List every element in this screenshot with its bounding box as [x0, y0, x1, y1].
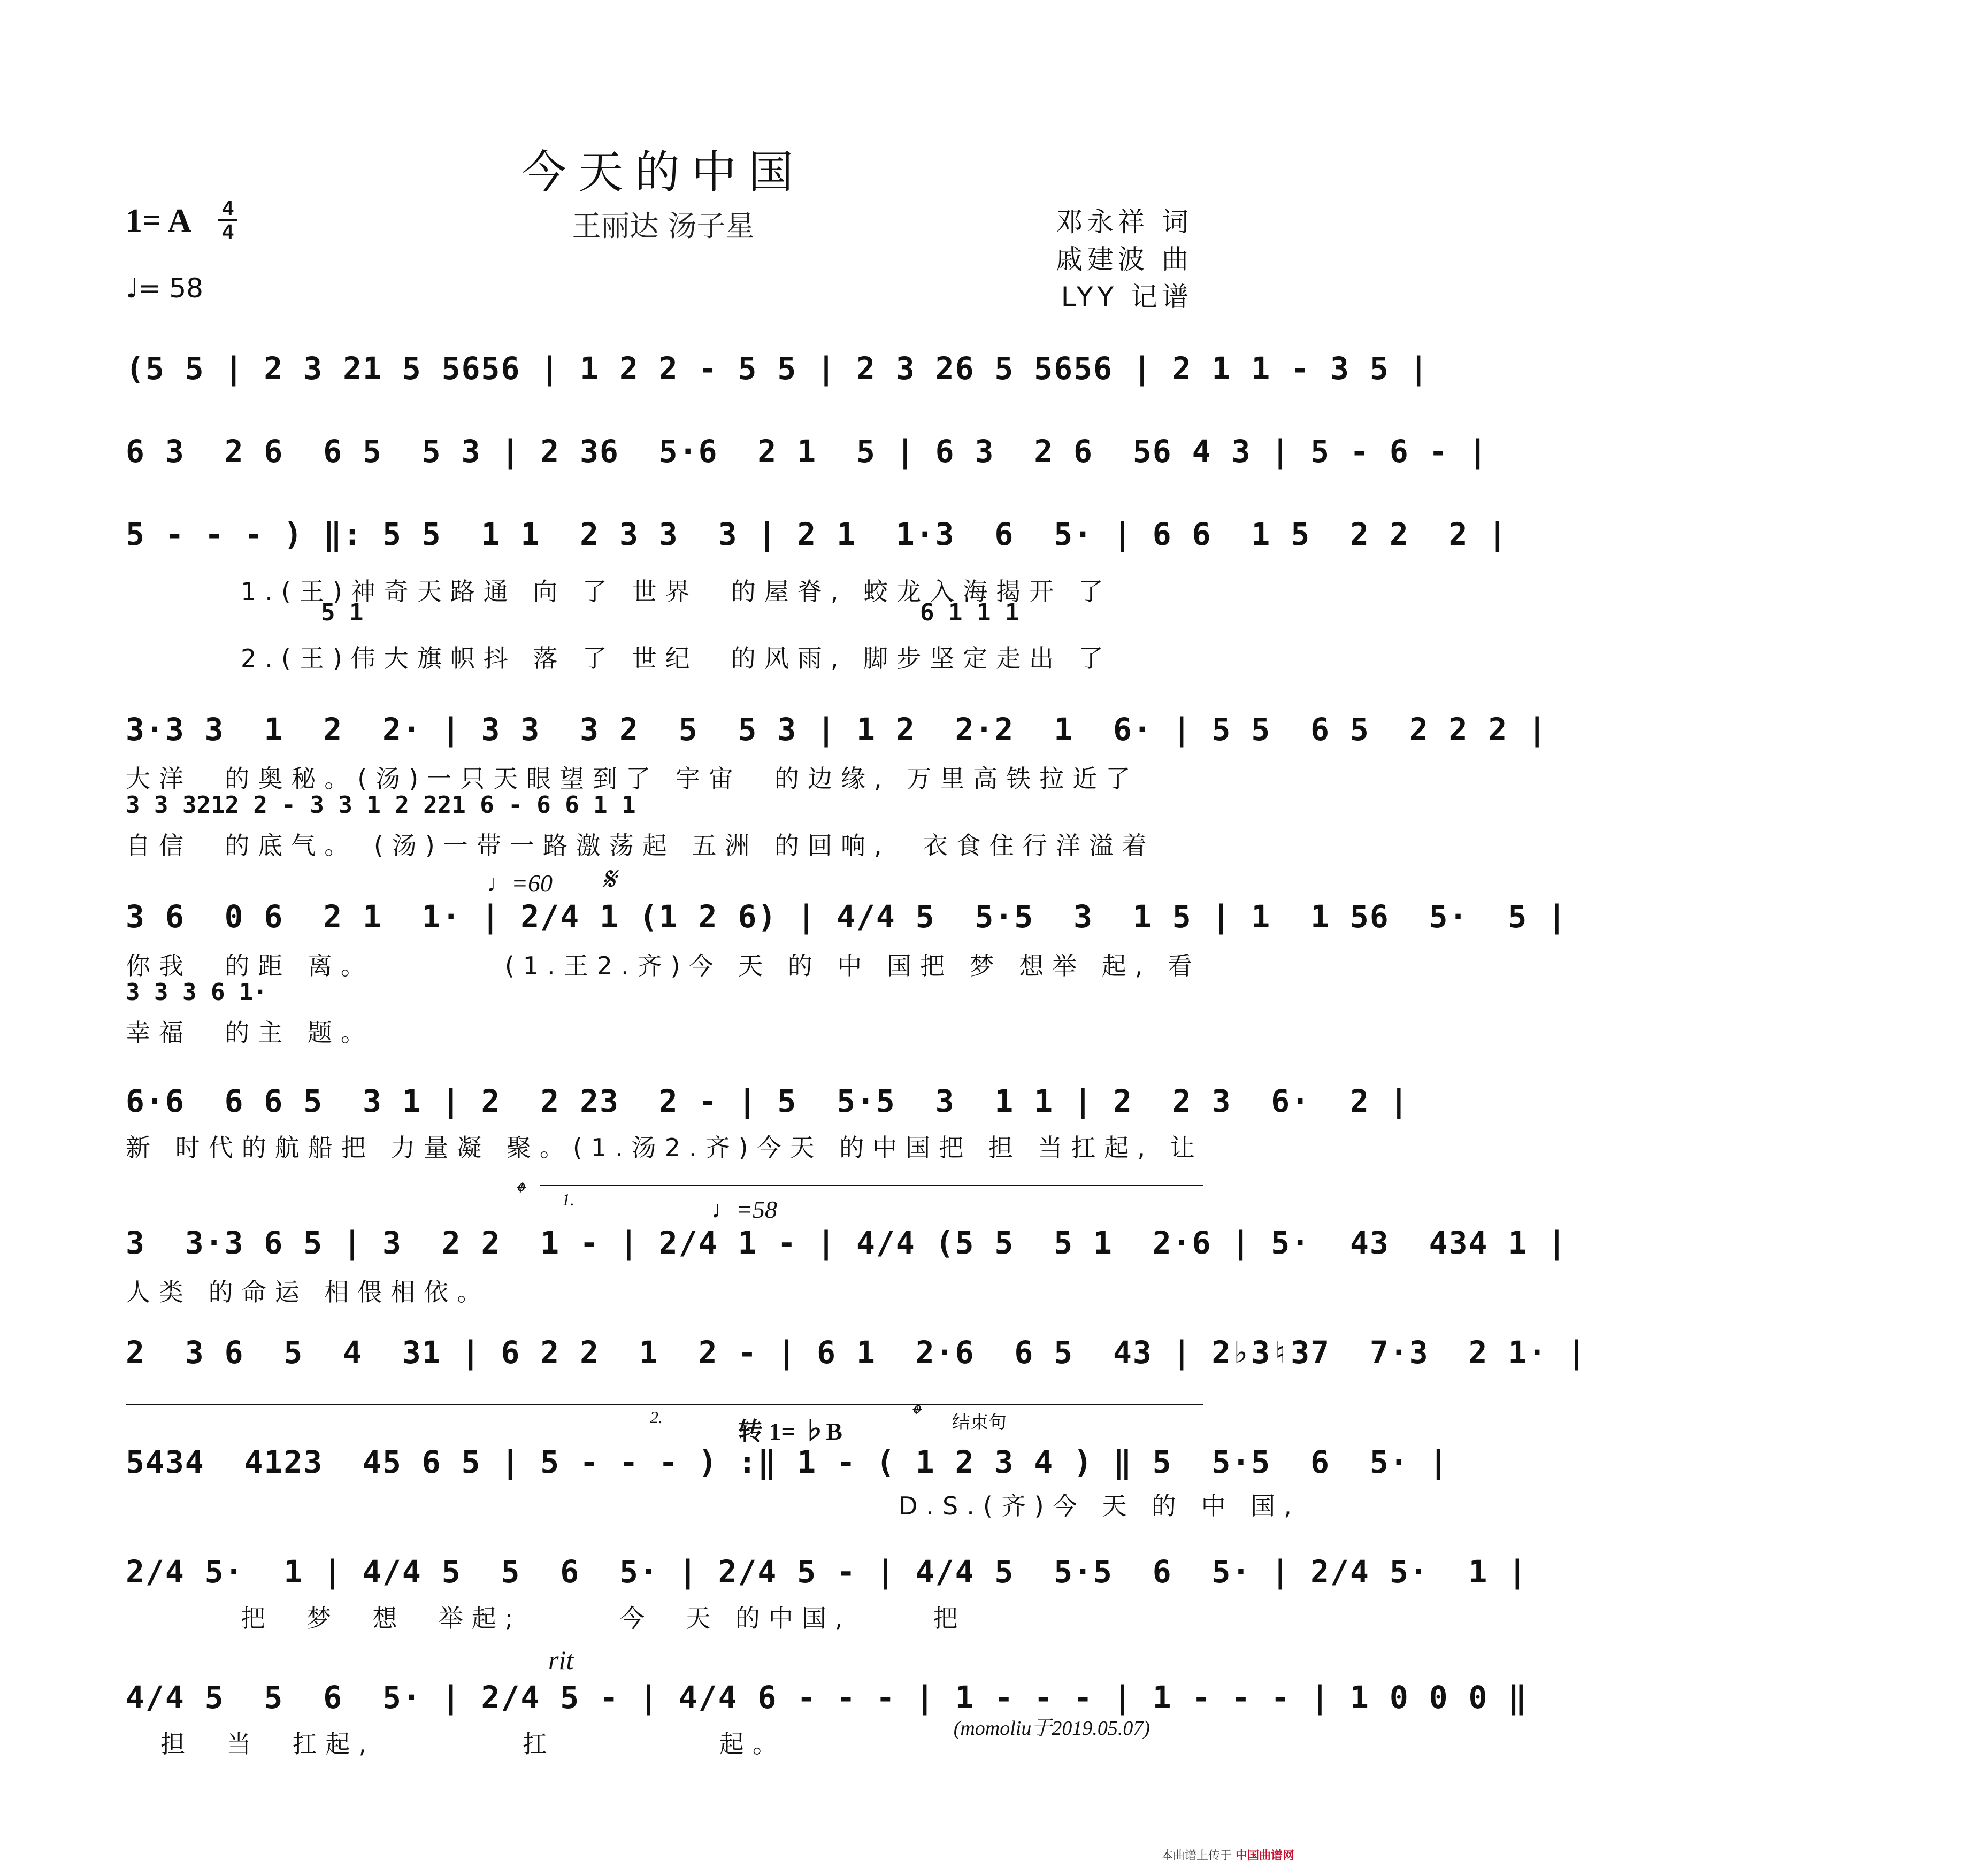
- key-signature: 1= A: [126, 203, 192, 239]
- rit-mark: rit: [548, 1645, 574, 1675]
- tempo-58-mark: ♩=58: [711, 1196, 778, 1223]
- alt-notes-3: 3 3 3212 2 - 3 3 1 2 221 6 - 6 6 1 1: [126, 791, 636, 819]
- tempo-marking: ♩= 58: [126, 273, 203, 304]
- time-signature: [218, 198, 237, 243]
- lyricist-credit: 邓永祥 词: [1056, 206, 1193, 237]
- notation-line-6: 6·6 6 6 5 3 1 | 2 2 23 2 - | 5 5·5 3 1 1 | 2 2 3 6· 2 |: [126, 1083, 1409, 1119]
- alt-notes-2: 6 1 1 1: [920, 599, 1019, 626]
- volta-1-bracket: [540, 1185, 1203, 1186]
- modulation-mark: 转 1= ♭B: [738, 1418, 842, 1445]
- lyrics-verse2-line2: 自信 的底气。 (汤)一带一路激荡起 五洲 的回响, 衣食住行洋溢着: [126, 831, 1155, 860]
- alt-notes-4: 3 3 3 6 1·: [126, 979, 267, 1006]
- site-logo[interactable]: 中国曲谱网: [1235, 1849, 1294, 1863]
- notation-line-2: 6 3 2 6 6 5 5 3 | 2 36 5·6 2 1 5 | 6 3 2 6 56 4 3 | 5 - 6 - |: [126, 433, 1489, 470]
- coda-sign-2: 𝄌: [909, 1399, 919, 1429]
- footer-text: 本曲谱上传于: [1161, 1849, 1232, 1863]
- coda-sign-1: 𝄌: [513, 1177, 523, 1207]
- singers: 王丽达 汤子星: [572, 209, 755, 243]
- alt-notes-1: 5 1: [321, 599, 364, 626]
- lyrics-verse2-line1: 2.(王)伟大旗帜抖 落 了 世纪 的风雨, 脚步坚定走出 了: [241, 644, 1112, 673]
- volta-2-label: 2.: [650, 1408, 663, 1427]
- composer-credit: 戚建波 曲: [1056, 244, 1193, 275]
- lyrics-verse1-line1: 1.(王)神奇天路通 向 了 世界 的屋脊, 蛟龙入海揭开 了: [241, 577, 1112, 606]
- notation-line-8: 2 3 6 5 4 31 | 6 2 2 1 2 - | 6 1 2·6 6 5 43 | 2♭3♮37 7·3 2 1· |: [126, 1334, 1587, 1371]
- ending-label: 结束句: [952, 1413, 1007, 1433]
- transcriber-credit: LYY 记谱: [1061, 281, 1193, 312]
- song-title: 今天的中国: [521, 146, 805, 198]
- notation-line-4: 3·3 3 1 2 2· | 3 3 3 2 5 5 3 | 1 2 2·2 1 6· | 5 5 6 5 2 2 2 |: [126, 711, 1548, 748]
- lyrics-line-5: 你我 的距 离。 (1.王2.齐)今 天 的 中 国把 梦 想举 起, 看: [126, 951, 1201, 980]
- notation-line-5: 3 6 0 6 2 1 1· | 2/4 1 (1 2 6) | 4/4 5 5·5 3 1 5 | 1 1 56 5· 5 |: [126, 898, 1568, 935]
- notation-line-11: 4/4 5 5 6 5· | 2/4 5 - | 4/4 6 - - - | 1 - - - | 1 - - - | 1 0 0 0 ‖: [126, 1679, 1528, 1716]
- lyrics-line-9: D.S.(齐)今 天 的 中 国,: [899, 1491, 1300, 1520]
- lyrics-line-5b: 幸福 的主 题。: [126, 1018, 374, 1047]
- volta-1-label: 1.: [562, 1190, 574, 1209]
- tempo-60-mark: ♩=60: [487, 870, 553, 897]
- lyrics-line-7: 人类 的命运 相偎相依。: [126, 1278, 490, 1306]
- notation-line-10: 2/4 5· 1 | 4/4 5 5 6 5· | 2/4 5 - | 4/4 5 5·5 6 5· | 2/4 5· 1 |: [126, 1554, 1528, 1590]
- notation-line-9: 5434 4123 45 6 5 | 5 - - - ) :‖ 1 - ( 1 2 3 4 ) ‖ 5 5·5 6 5· |: [126, 1444, 1449, 1480]
- segno-sign: 𝄋: [602, 862, 616, 897]
- lyrics-line-10: 把 梦 想 举起; 今 天 的中国, 把: [241, 1604, 967, 1633]
- meter-top: 4: [218, 198, 237, 221]
- footer: [1161, 1847, 1294, 1863]
- notation-line-7: 3 3·3 6 5 | 3 2 2 1 - | 2/4 1 - | 4/4 (5 5 5 1 2·6 | 5· 43 434 1 |: [126, 1225, 1568, 1261]
- notation-line-1: (5 5 | 2 3 21 5 5656 | 1 2 2 - 5 5 | 2 3 26 5 5656 | 2 1 1 - 3 5 |: [126, 350, 1429, 387]
- lyrics-line-6: 新 时代的航船把 力量凝 聚。(1.汤2.齐)今天 的中国把 担 当扛起, 让: [126, 1133, 1203, 1162]
- lyrics-verse1-line2: 大洋 的奥秘。(汤)一只天眼望到了 宇宙 的边缘, 万里高铁拉近了: [126, 764, 1139, 793]
- volta-2-bracket: [126, 1404, 1203, 1405]
- transcriber-signature: (momoliu于2019.05.07): [953, 1717, 1150, 1740]
- lyrics-line-11: 担 当 扛起, 扛 起。: [160, 1729, 786, 1758]
- notation-line-3: 5 - - - ) ‖: 5 5 1 1 2 3 3 3 | 2 1 1·3 6 5· | 6 6 1 5 2 2 2 |: [126, 516, 1508, 552]
- meter-bottom: 4: [222, 221, 234, 243]
